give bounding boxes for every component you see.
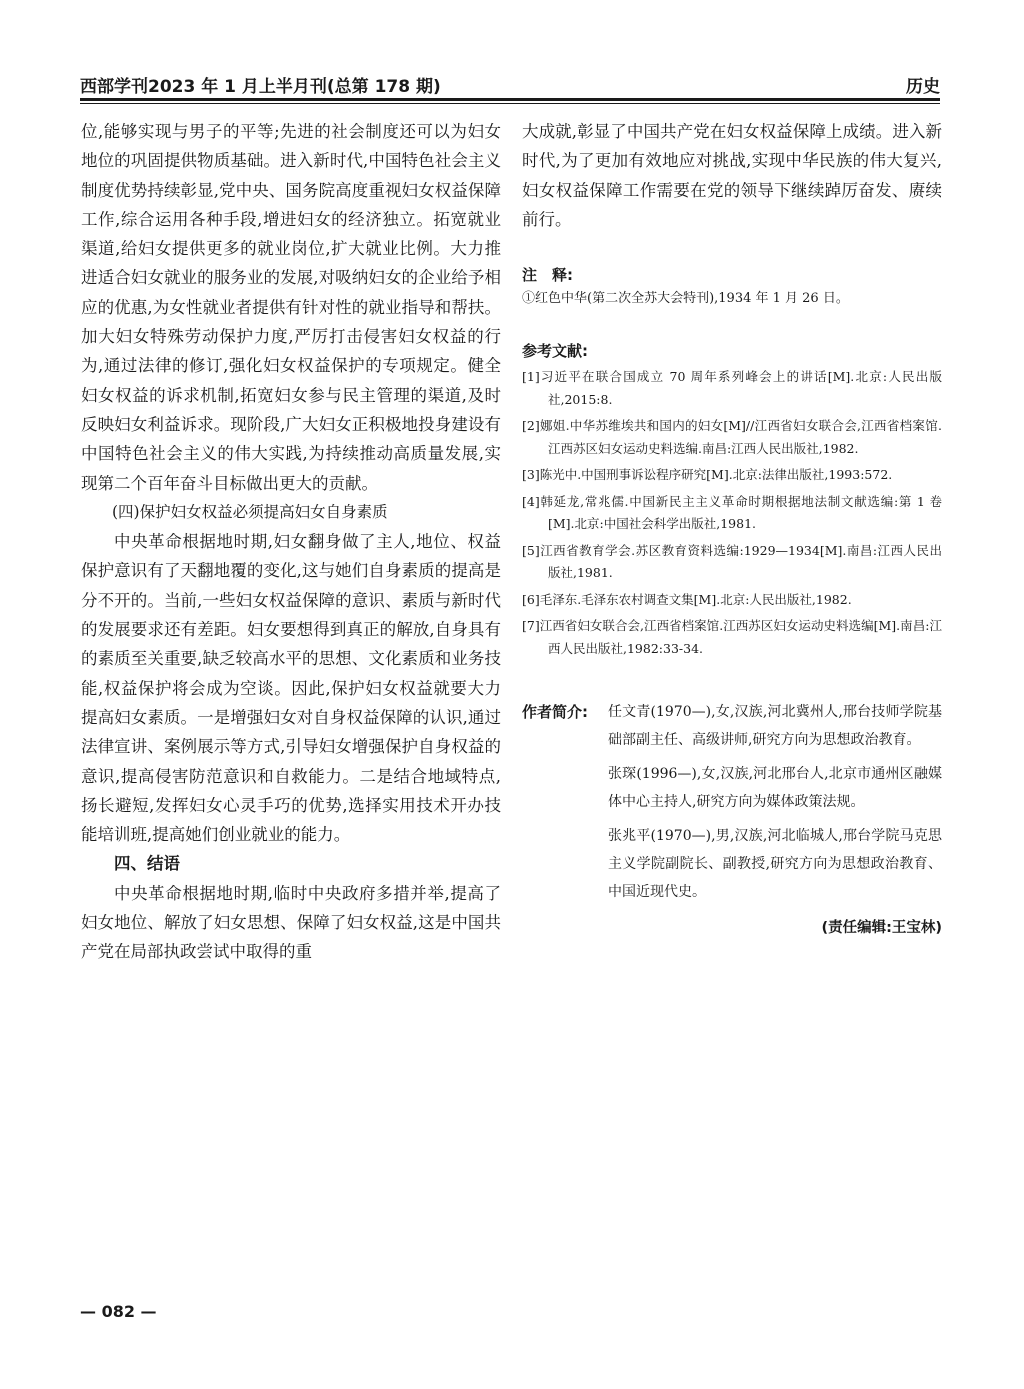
- reference-item: [1]习近平在联合国成立 70 周年系列峰会上的讲话[M].北京:人民出版社,2015:8.: [522, 369, 942, 407]
- paragraph: 中央革命根据地时期,临时中央政府多措并举,提高了妇女地位、解放了妇女思想、保障了妇女权益,这是中国共产党在局部执政尝试中取得的重: [81, 883, 501, 962]
- author-entries: [608, 698, 942, 906]
- references-heading: 参考文献:: [522, 342, 588, 361]
- responsible-editor: (责任编辑:王宝林): [821, 920, 942, 937]
- reference-item: [3]陈光中.中国刑事诉讼程序研究[M].北京:法律出版社,1993:572.: [522, 467, 893, 483]
- paragraph-continued: 大成就,彰显了中国共产党在妇女权益保障上成绩。进入新时代,为了更加有效地应对挑战,实现中华民族的伟大复兴,妇女权益保障工作需要在党的领导下继续踔厉奋发、赓续前行。: [522, 122, 942, 229]
- header-rule-thin: [80, 103, 940, 104]
- journal-title: 西部学刊2023 年 1 月上半月刊(总第 178 期): [80, 77, 441, 97]
- paragraph-continued: 位,能够实现与男子的平等;先进的社会制度还可以为妇女地位的巩固提供物质基础。进入新时代,中国特色社会主义制度优势持续彰显,党中央、国务院高度重视妇女权益保障工作,综合运用各种手段,增进妇女的经济独立。拓宽就业渠道,给妇女提供更多的就业岗位,扩大就业比例。大力推进适合妇女就业的服务业的发展,对吸纳妇女的企业给予相应的优惠,为女性就业者提供有针对性的就业指导和帮扶。加大妇女特殊劳动保护力度,严厉打击侵害妇女权益的行为,通过法律的修订,强化妇女权益保护的专项规定。健全妇女权益的诉求机制,拓宽妇女参与民主管理的渠道,及时反映妇女利益诉求。现阶段,广大妇女正积极地投身建设有中国特色社会主义的伟大实践,为持续推动高质量发展,实现第二个百年奋斗目标做出更大的贡献。: [81, 122, 501, 493]
- author-entry: 张兆平(1970—),男,汉族,河北临城人,邢台学院马克思主义学院副院长、副教授,研究方向为思想政治教育、中国近现代史。: [608, 828, 942, 901]
- page-number: — 082 —: [80, 1302, 157, 1321]
- subsection-heading: (四)保护妇女权益必须提高妇女自身素质: [112, 502, 388, 521]
- reference-item: [7]江西省妇女联合会,江西省档案馆.江西苏区妇女运动史料选编[M].南昌:江西人民出版社,1982:33-34.: [522, 618, 942, 656]
- author-entry: 任文青(1970—),女,汉族,河北冀州人,邢台技师学院基础部副主任、高级讲师,研究方向为思想政治教育。: [608, 704, 942, 749]
- reference-item: [4]韩延龙,常兆儒.中国新民主主义革命时期根据地法制文献选编:第 1 卷[M].北京:中国社会科学出版社,1981.: [522, 493, 942, 532]
- paragraph: 中央革命根据地时期,妇女翻身做了主人,地位、权益保护意识有了天翻地覆的变化,这与她们自身素质的提高是分不开的。当前,一些妇女权益保障的意识、素质与新时代的发展要求还有差距。妇女要想得到真正的解放,自身具有的素质至关重要,缺乏较高水平的思想、文化素质和业务技能,权益保护将会成为空谈。因此,保护妇女权益就要大力提高妇女素质。一是增强妇女对自身权益保障的认识,通过法律宣讲、案例展示等方式,引导妇女增强保护自身权益的意识,提高侵害防范意识和自救能力。二是结合地域特点,扬长避短,发挥妇女心灵手巧的优势,选择实用技术开办技能培训班,提高她们创业就业的能力。: [81, 532, 501, 845]
- page-header: [80, 70, 940, 100]
- notes-heading: 注 释:: [522, 266, 573, 285]
- header-rule-thick: [80, 98, 940, 101]
- section-heading: 四、结语: [114, 854, 180, 874]
- author-entry: 张琛(1996—),女,汉族,河北邢台人,北京市通州区融媒体中心主持人,研究方向为媒体政策法规。: [608, 766, 942, 811]
- reference-item: [5]江西省教育学会.苏区教育资料选编:1929—1934[M].南昌:江西人民出版社,1981.: [522, 542, 942, 581]
- note-item: ①红色中华(第二次全苏大会特刊),1934 年 1 月 26 日。: [522, 291, 849, 307]
- reference-item: [2]娜姐.中华苏维埃共和国内的妇女[M]//江西省妇女联合会,江西省档案馆.江西苏区妇女运动史料选编.南昌:江西人民出版社,1982.: [522, 418, 942, 456]
- reference-item: [6]毛泽东.毛泽东农村调查文集[M].北京:人民出版社,1982.: [522, 591, 852, 607]
- left-column: [81, 117, 501, 967]
- author-info: [522, 698, 942, 906]
- author-label: 作者简介:: [522, 703, 588, 722]
- right-column: [522, 117, 942, 940]
- section-name: 历史: [906, 77, 940, 97]
